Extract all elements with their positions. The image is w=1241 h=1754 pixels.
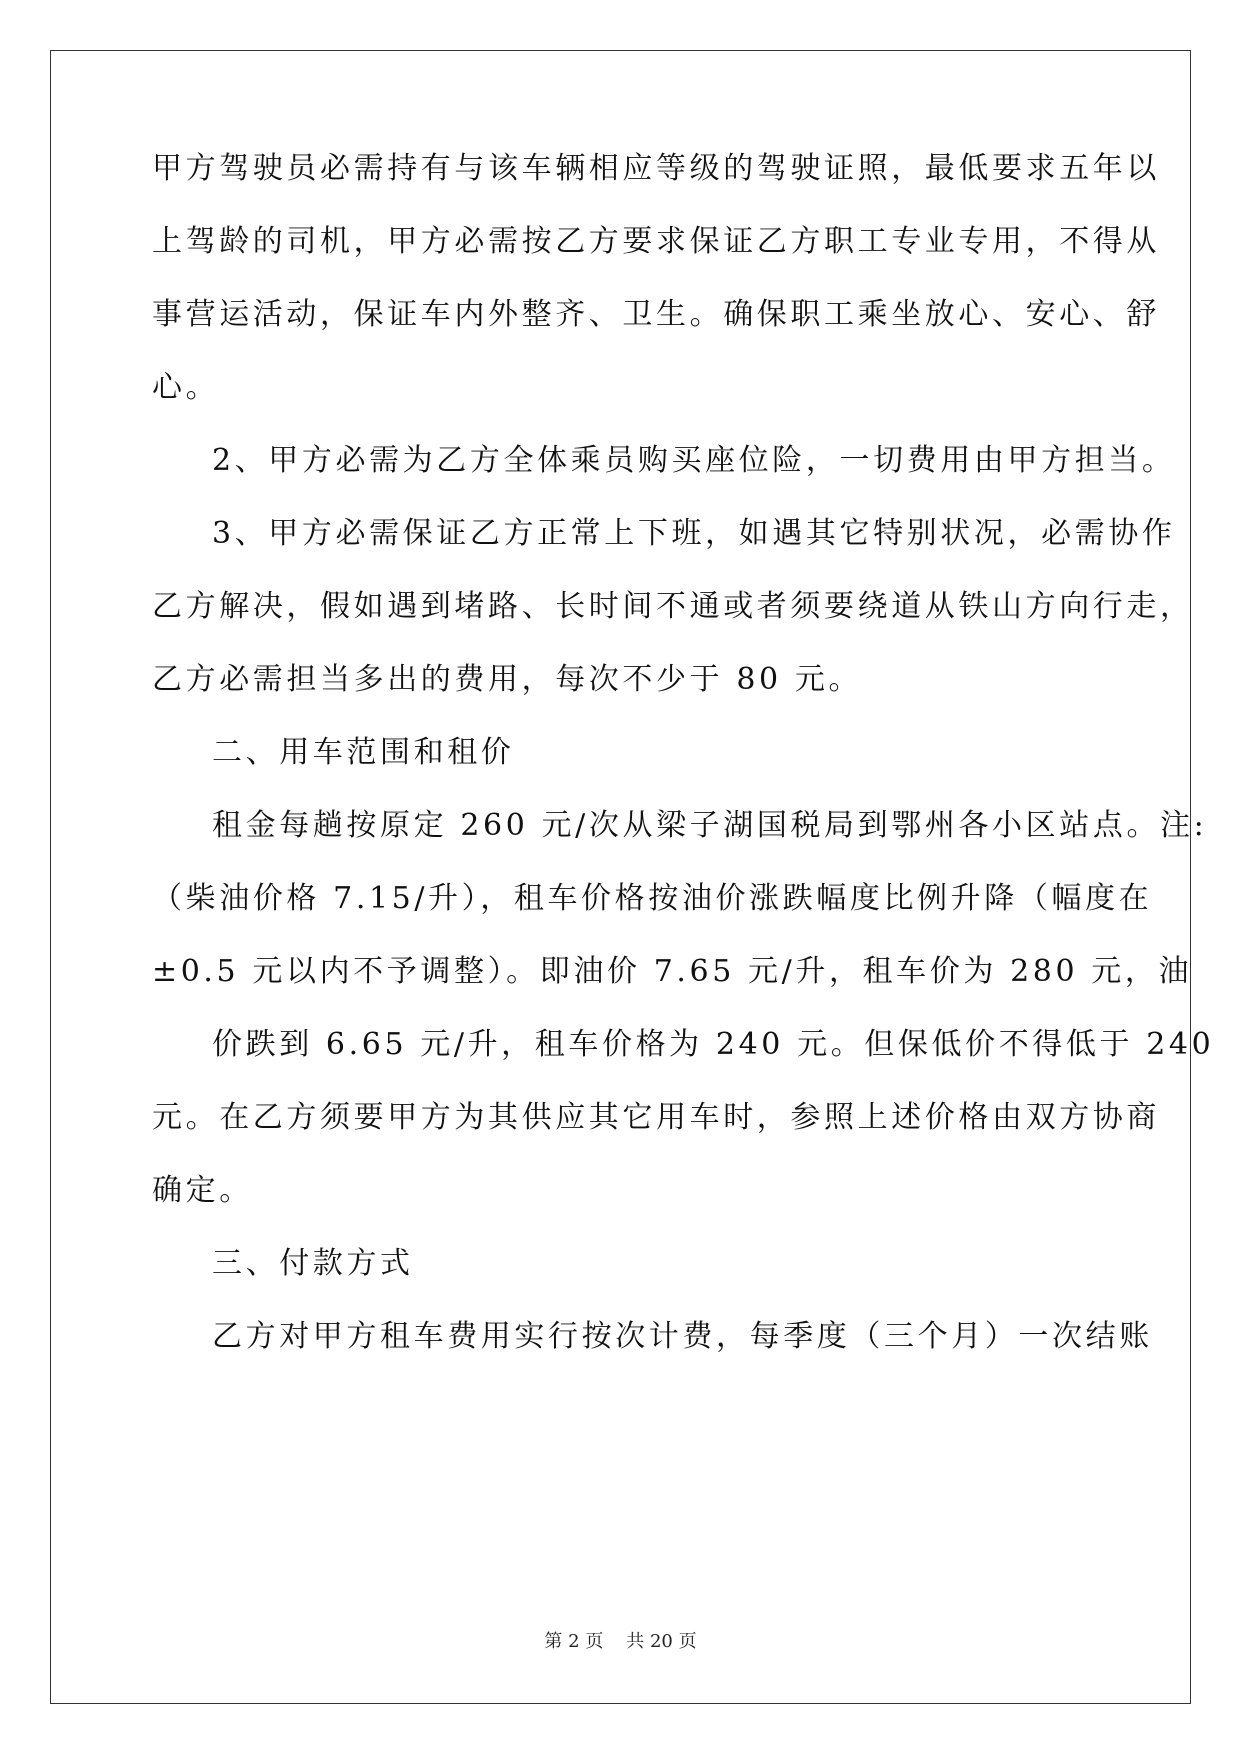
text-line: 元。在乙方须要甲方为其供应其它用车时，参照上述价格由双方协商 [152,1100,1160,1135]
text-line: 价跌到 6.65 元/升，租车价格为 240 元。但保低价不得低于 240 [212,1027,1215,1062]
section-heading: 二、用车范围和租价 [212,735,515,770]
text-line: 乙方解决，假如遇到堵路、长时间不通或者须要绕道从铁山方向行走， [152,589,1194,624]
text-line: （柴油价格 7.15/升），租车价格按油价涨跌幅度比例升降（幅度在 [152,881,1153,916]
text-line: 确定。 [152,1173,253,1208]
text-line: 2、甲方必需为乙方全体乘员购买座位险，一切费用由甲方担当。 [212,443,1176,478]
text-line: 事营运活动，保证车内外整齐、卫生。确保职工乘坐放心、安心、舒 [152,297,1160,332]
page-footer [0,1630,1241,1654]
page-number: 第 2 页 [544,1631,604,1652]
text-line: 上驾龄的司机，甲方必需按乙方要求保证乙方职工专业专用，不得从 [152,224,1160,259]
text-line: 租金每趟按原定 260 元/次从梁子湖国税局到鄂州各小区站点。注: [212,808,1208,843]
text-line: 甲方驾驶员必需持有与该车辆相应等级的驾驶证照，最低要求五年以 [152,151,1160,186]
text-line: 心。 [152,370,220,405]
text-line: ±0.5 元以内不予调整）。即油价 7.65 元/升，租车价为 280 元，油 [152,954,1193,989]
text-line: 3、甲方必需保证乙方正常上下班，如遇其它特别状况，必需协作 [212,516,1176,551]
page-total: 共 20 页 [626,1631,697,1652]
text-line: 乙方必需担当多出的费用，每次不少于 80 元。 [152,662,863,697]
text-line: 乙方对甲方租车费用实行按次计费，每季度（三个月）一次结账 [212,1319,1153,1354]
section-heading: 三、付款方式 [212,1246,414,1281]
